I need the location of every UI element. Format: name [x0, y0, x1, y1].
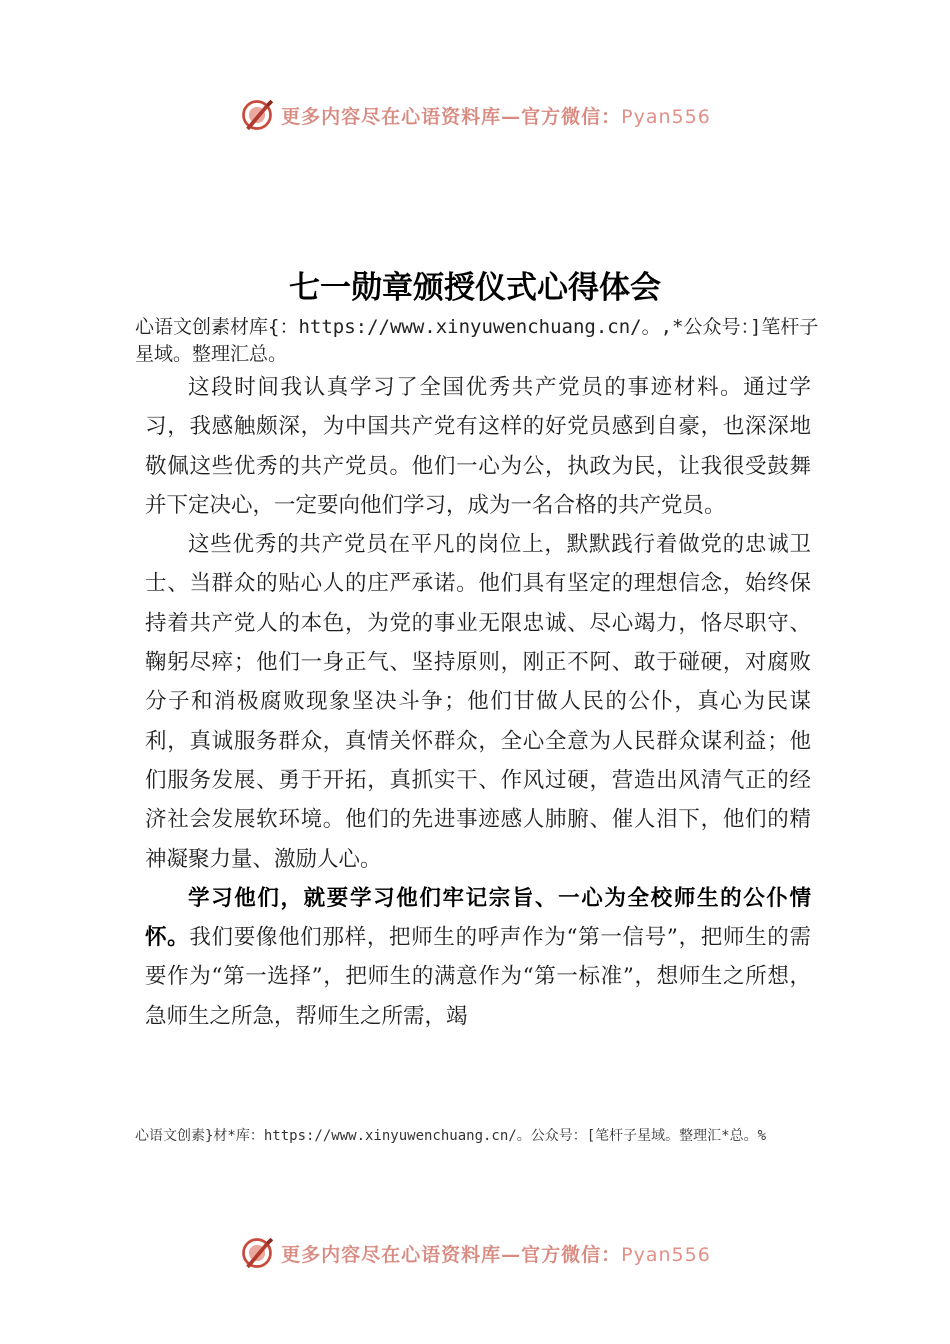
- pen-logo-icon: [239, 97, 275, 133]
- paragraph-1: 这段时间我认真学习了全国优秀共产党员的事迹材料。通过学习，我感触颇深，为中国共产党有这样的好党员感到自豪，也深深地敬佩这些优秀的共产党员。他们一心为公，执政为民，让我很受鼓舞并下定决心，一定要向他们学习，成为一名合格的共产党员。: [145, 375, 811, 518]
- header-watermark: [0, 95, 950, 135]
- watermark-text: 更多内容尽在心语资料库—官方微信：Pyan556: [281, 1243, 711, 1266]
- watermark-text: 更多内容尽在心语资料库—官方微信：Pyan556: [281, 105, 711, 128]
- source-line: 心语文创素材库{：https://www.xinyuwenchuang.cn/。,*公众号：]笔杆子星域。整理汇总。: [135, 316, 819, 365]
- paragraph-3-text: 我们要像他们那样，把师生的呼声作为“第一信号”，把师生的需要作为“第一选择”，把师生的满意作为“第一标准”，想师生之所想，急师生之所急，帮师生之所需，竭: [145, 925, 811, 1029]
- document-title: 七一勋章颁授仪式心得体会: [289, 270, 661, 306]
- footer-watermark: [0, 1233, 950, 1273]
- paragraph-3: [145, 879, 811, 1036]
- paragraph-2: 这些优秀的共产党员在平凡的岗位上，默默践行着做党的忠诚卫士、当群众的贴心人的庄严承诺。他们具有坚定的理想信念，始终保持着共产党人的本色，为党的事业无限忠诚、尽心竭力，恪尽职守、鞠躬尽瘁；他们一身正气、坚持原则，刚正不阿、敢于碰硬，对腐败分子和消极腐败现象坚决斗争；他们甘做人民的公仆，真心为民谋利，真诚服务群众，真情关怀群众，全心全意为人民群众谋利益；他们服务发展、勇于开拓，真抓实干、作风过硬，营造出风清气正的经济社会发展软环境。他们的先进事迹感人肺腑、催人泪下，他们的精神凝聚力量、激励人心。: [145, 532, 811, 872]
- footer-note: 心语文创素}材*库：https://www.xinyuwenchuang.cn/。公众号：[笔杆子星域。整理汇*总。%: [135, 1128, 767, 1144]
- document-body: [145, 368, 811, 1036]
- pen-logo-icon: [239, 1235, 275, 1271]
- paragraph-3-bold-lead: 学习他们，就要学习他们牢记宗旨、一心为全校师生的公仆情怀。: [145, 885, 811, 951]
